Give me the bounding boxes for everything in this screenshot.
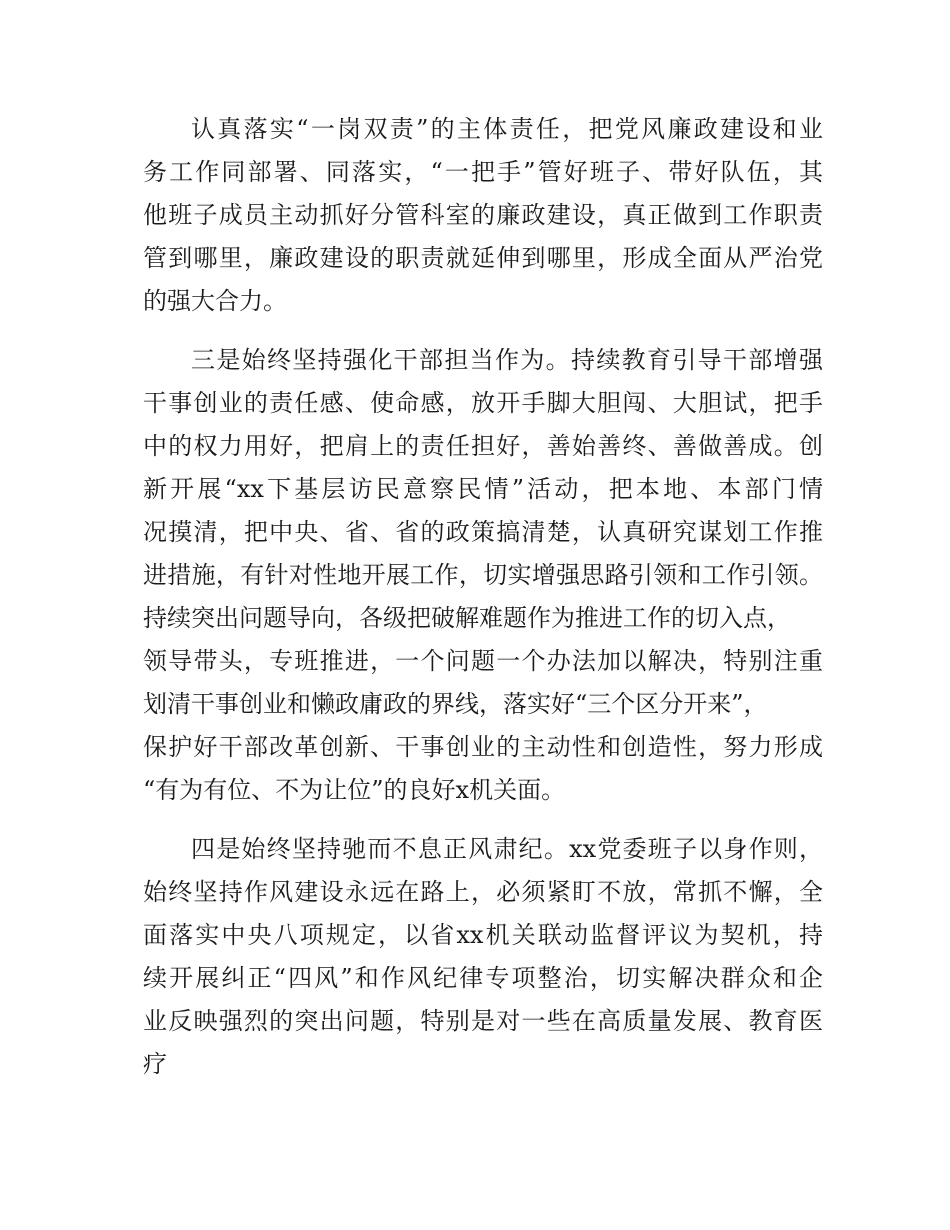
text-line: “有为有位、不为让位”的良好x机关面。: [143, 776, 566, 804]
text-line: 领导带头，专班推进，一个问题一个办法加以解决，特别注重: [143, 647, 823, 675]
paragraph-2: [143, 339, 823, 812]
paragraph-3: [143, 828, 823, 1086]
text-line: 面落实中央八项规定，以省xx机关联动监督评议为契机，持: [143, 921, 823, 949]
text-line: 始终坚持作风建设永远在路上，必须紧盯不放，常抓不懈，全: [143, 878, 823, 906]
paragraph-gap: [143, 323, 823, 339]
text-line: 进措施，有针对性地开展工作，切实增强思路引领和工作引领。: [143, 561, 823, 589]
document-body: [143, 108, 823, 1086]
text-line: 划清干事创业和懒政庸政的界线，落实好“三个区分开来”，: [143, 690, 768, 718]
text-line: 干事创业的责任感、使命感，放开手脚大胆闯、大胆试，把手: [143, 389, 823, 417]
text-line: 管到哪里，廉政建设的职责就延伸到哪里，形成全面从严治党: [143, 244, 823, 272]
text-line: 他班子成员主动抓好分管科室的廉政建设，真正做到工作职责: [143, 201, 823, 229]
text-line: 三是始终坚持强化干部担当作为。持续教育引导干部增强: [191, 346, 823, 374]
text-line: 保护好干部改革创新、干事创业的主动性和创造性，努力形成: [143, 733, 823, 761]
text-line: 四是始终坚持驰而不息正风肃纪。xx党委班子以身作则，: [191, 835, 823, 863]
paragraph-gap: [143, 812, 823, 828]
text-line: 中的权力用好，把肩上的责任担好，善始善终、善做善成。创: [143, 432, 823, 460]
text-line: 务工作同部署、同落实，“一把手”管好班子、带好队伍，其: [143, 158, 823, 186]
text-line: 认真落实“一岗双责”的主体责任，把党风廉政建设和业: [191, 115, 823, 143]
text-line: 业反映强烈的突出问题，特别是对一些在高质量发展、教育医: [143, 1007, 823, 1035]
text-line: 新开展“xx下基层访民意察民情”活动，把本地、本部门情: [143, 475, 823, 503]
text-line: 持续突出问题导向，各级把破解难题作为推进工作的切入点，: [143, 604, 791, 632]
text-line: 续开展纠正“四风”和作风纪律专项整治，切实解决群众和企: [143, 964, 823, 992]
text-line: 况摸清，把中央、省、省的政策搞清楚，认真研究谋划工作推: [143, 518, 823, 546]
paragraph-1: [143, 108, 823, 323]
text-line: 的强大合力。: [143, 287, 287, 315]
text-line: 疗: [143, 1050, 167, 1078]
